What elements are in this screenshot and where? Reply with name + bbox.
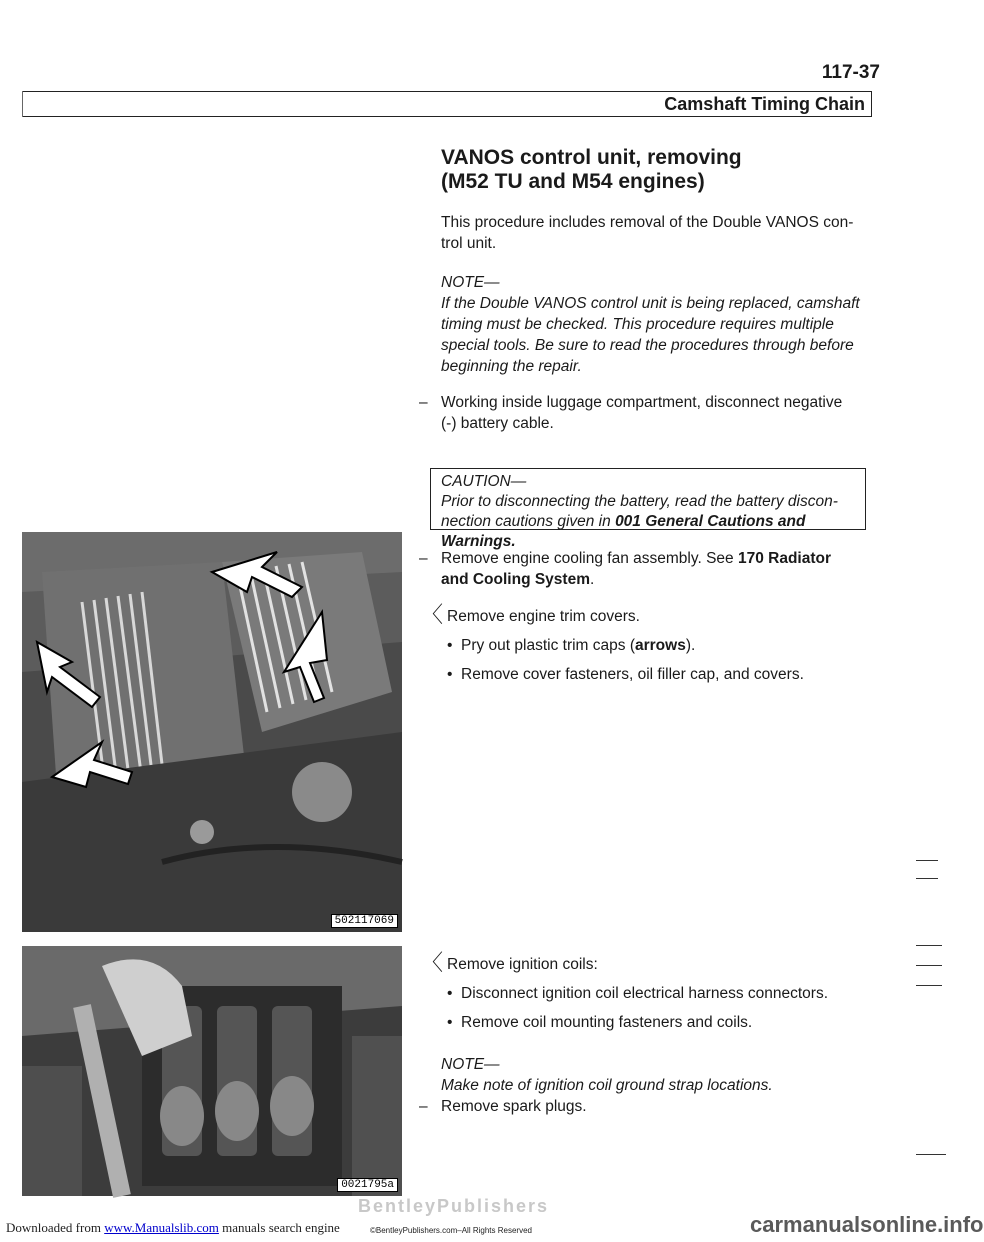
- cross-reference: 170 Radiator: [737, 550, 832, 567]
- page-number: 117-37: [821, 62, 880, 83]
- step-remove-spark-plugs: [419, 1096, 871, 1117]
- edge-mark: [916, 1154, 946, 1155]
- bullet-icon: •: [447, 1014, 453, 1031]
- caution-reference: 001 General Cautions and: [615, 513, 806, 530]
- list-item: [447, 983, 871, 1004]
- ignition-coils-illustration: [22, 946, 402, 1196]
- footer-site-watermark: carmanualsonline.info: [750, 1212, 984, 1237]
- step-disconnect-battery: [419, 392, 871, 434]
- cross-reference: and Cooling System: [441, 571, 590, 588]
- list-item: [447, 664, 871, 685]
- intro-line: trol unit.: [441, 235, 497, 252]
- engine-cover-photo: [22, 532, 402, 932]
- note-line: timing must be checked. This procedure requires multiple: [441, 316, 834, 333]
- edge-mark: [916, 945, 942, 946]
- bullet-icon: •: [447, 666, 453, 683]
- manualslib-link[interactable]: www.Manualslib.com: [104, 1220, 219, 1235]
- header-title: Camshaft Timing Chain: [664, 94, 865, 114]
- step-remove-trim-covers: [421, 602, 871, 685]
- caution-box: [430, 468, 866, 550]
- footer-text: manuals search engine: [218, 1220, 340, 1235]
- list-item-text: Remove coil mounting fasteners and coils.: [461, 1014, 753, 1031]
- caution-text: nection cautions given in: [441, 513, 616, 530]
- list-item-text: Disconnect ignition coil electrical harness connectors.: [461, 985, 829, 1002]
- photo-reference-number: 0021795a: [337, 1178, 398, 1192]
- footer-download-notice: [6, 1220, 340, 1236]
- dash-marker: –: [419, 550, 428, 567]
- dash-marker: –: [419, 1098, 428, 1115]
- step-text: Remove ignition coils:: [447, 956, 598, 973]
- step-line: Working inside luggage compartment, disconnect negative: [441, 394, 843, 411]
- caution-label: CAUTION—: [441, 473, 527, 490]
- bullet-icon: •: [447, 637, 453, 654]
- list-item-emphasis: arrows: [635, 637, 686, 654]
- ignition-coils-photo: [22, 946, 402, 1196]
- engine-cover-illustration: [22, 532, 402, 932]
- step-remove-fan: [419, 548, 871, 590]
- note-line: If the Double VANOS control unit is being replaced, camshaft: [441, 295, 860, 312]
- step-text: Remove spark plugs.: [441, 1098, 587, 1115]
- step-text: Remove engine cooling fan assembly. See: [441, 550, 738, 567]
- caution-line: Prior to disconnecting the battery, read the battery discon-: [441, 493, 838, 510]
- footer-text: Downloaded from: [6, 1220, 105, 1235]
- edge-mark: [916, 860, 938, 861]
- step-line: (-) battery cable.: [441, 415, 554, 432]
- bullet-icon: •: [447, 985, 453, 1002]
- list-item-text: Remove cover fasteners, oil filler cap, and covers.: [461, 666, 804, 683]
- list-item: [447, 1012, 871, 1033]
- note-block: [441, 1054, 871, 1096]
- list-item: [447, 635, 871, 656]
- note-label: NOTE—: [441, 1056, 500, 1073]
- left-arrow-icon: 〈: [421, 602, 444, 627]
- step-remove-ignition-coils: [421, 950, 871, 1033]
- watermark: BentleyPublishers: [358, 1196, 550, 1216]
- edge-mark: [916, 985, 942, 986]
- footer-copyright: ©BentleyPublishers.com–All Rights Reserved: [370, 1226, 532, 1235]
- punctuation: ).: [685, 637, 696, 654]
- caution-line: [441, 512, 857, 532]
- edge-mark: [916, 878, 938, 879]
- punctuation: .: [590, 571, 595, 588]
- note-line: beginning the repair.: [441, 358, 582, 375]
- left-arrow-icon: 〈: [421, 950, 444, 975]
- dash-marker: –: [419, 394, 428, 411]
- note-line: special tools. Be sure to read the procedures through before: [441, 337, 854, 354]
- section-title-line2: (M52 TU and M54 engines): [441, 170, 705, 193]
- note-block: [441, 272, 871, 377]
- section-title-line1: VANOS control unit, removing: [441, 146, 742, 169]
- photo-reference-number: 502117069: [331, 914, 398, 928]
- section-title: [441, 146, 861, 194]
- header-bar: [22, 91, 872, 117]
- intro-paragraph: [441, 212, 871, 254]
- caution-reference: Warnings.: [441, 533, 516, 550]
- intro-line: This procedure includes removal of the Double VANOS con-: [441, 214, 854, 231]
- step-text: Remove engine trim covers.: [447, 608, 640, 625]
- edge-mark: [916, 965, 942, 966]
- note-label: NOTE—: [441, 274, 500, 291]
- list-item-text: Pry out plastic trim caps (: [461, 637, 635, 654]
- note-line: Make note of ignition coil ground strap locations.: [441, 1077, 773, 1094]
- header-left-rule: [22, 91, 27, 117]
